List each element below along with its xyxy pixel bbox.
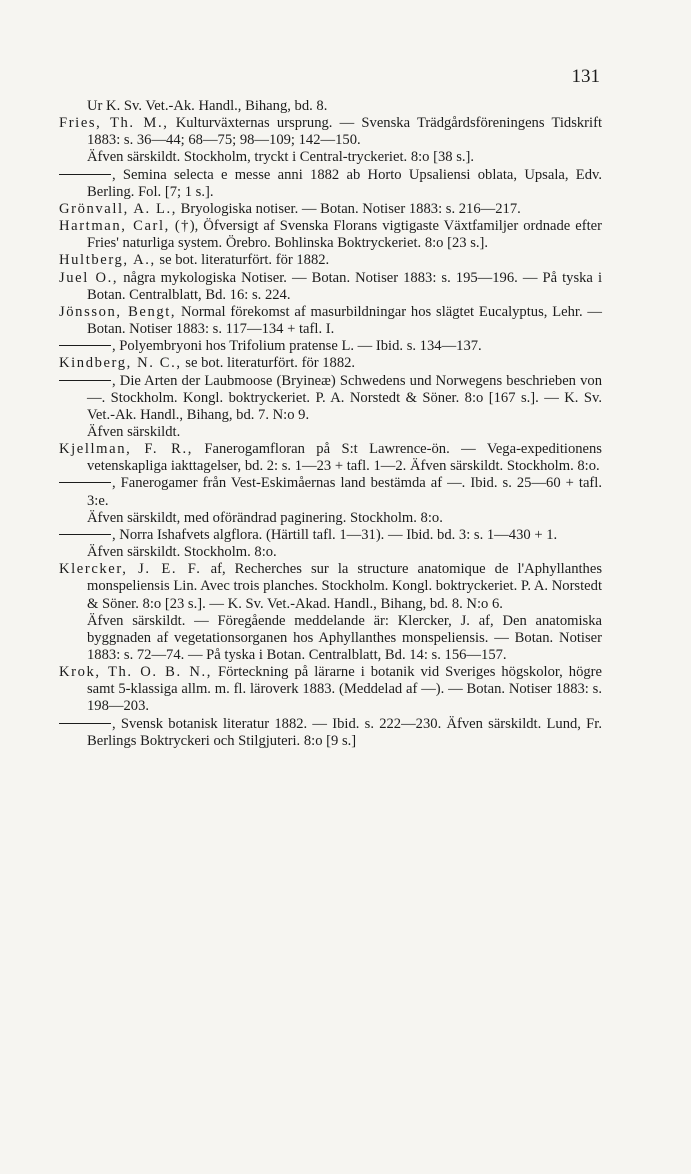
bibliography-entry xyxy=(59,304,602,338)
entry-text: Äfven särskildt. xyxy=(87,423,181,440)
bibliography-entry xyxy=(59,544,602,561)
bibliography-entry xyxy=(59,373,602,424)
entry-text: , Fanerogamer från Vest-Eskimåernas land bestämda af —. Ibid. s. 25—60 + tafl. 3:e. xyxy=(87,475,602,509)
ditto-dash xyxy=(59,174,111,175)
bibliography-entry xyxy=(59,716,602,750)
bibliography-entry xyxy=(59,355,602,372)
entry-text: Äfven särskildt. Stockholm. 8:o. xyxy=(87,544,277,561)
entry-text: Äfven särskildt. Stockholm, tryckt i Central-tryckeriet. 8:o [38 s.]. xyxy=(87,149,475,166)
bibliography-entry xyxy=(59,338,602,355)
entry-text: Äfven särskildt, med oförändrad paginering. Stockholm. 8:o. xyxy=(87,509,443,526)
author-name: Jönsson, Bengt, xyxy=(59,303,177,320)
entry-text: Bryologiska notiser. — Botan. Notiser 1883: s. 216—217. xyxy=(177,200,521,217)
ditto-dash xyxy=(59,380,111,381)
bibliography-entry xyxy=(59,664,602,715)
author-name: Kindberg, N. C., xyxy=(59,355,182,372)
bibliography-entry xyxy=(59,252,602,269)
page-number: 131 xyxy=(571,66,600,87)
ditto-dash xyxy=(59,482,111,483)
author-name: Klercker, J. E. F. xyxy=(59,561,202,578)
bibliography-entry xyxy=(59,527,602,544)
entry-text: , Polyembryoni hos Trifolium pratense L. — Ibid. s. 134—137. xyxy=(112,338,482,355)
author-name: Juel O., xyxy=(59,269,119,286)
bibliography-entry xyxy=(59,270,602,304)
entry-text: , Semina selecta e messe anni 1882 ab Horto Upsaliensi oblata, Upsala, Edv. Berling. Fol. [7; 1 s.]. xyxy=(87,166,602,200)
ditto-dash xyxy=(59,534,111,535)
entry-text: (†), Öfversigt af Svenska Florans vigtigaste Växtfamiljer ordnade efter Fries' naturliga system. Örebro. Bohlinska Boktryckeriet. 8:o [23 s.]. xyxy=(87,218,602,252)
entry-text: , Die Arten der Laubmoose (Bryineæ) Schwedens und Norwegens beschrieben von —. Stockholm. Kongl. boktryckeriet. P. A. Norstedt & Söner. 8:o [167 s.]. — K. Sv. Vet.-Ak. Handl., Bihang, bd. 7. N:o 9. xyxy=(87,372,602,423)
entry-text: se bot. literaturfört. för 1882. xyxy=(181,355,356,372)
entry-text: några mykologiska Notiser. — Botan. Notiser 1883: s. 195—196. — På tyska i Botan. Centralblatt, Bd. 16: s. 224. xyxy=(87,269,602,303)
entry-text: Förteckning på lärarne i botanik vid Sveriges högskolor, högre samt 5-klassiga allm. m. fl. läroverk 1883. (Meddelad af —). — Botan. Notiser 1883: s. 198—203. xyxy=(87,664,602,715)
bibliography-text xyxy=(59,98,602,750)
entry-text: Normal förekomst af masurbildningar hos slägtet Eucalyptus, Lehr. — Botan. Notiser 1883: s. 117—134 + tafl. I. xyxy=(87,303,602,338)
bibliography-entry xyxy=(59,424,602,441)
bibliography-entry xyxy=(59,201,602,218)
ditto-dash xyxy=(59,345,111,346)
entry-text: se bot. literaturfört. för 1882. xyxy=(155,252,330,269)
entry-text: Fanerogamfloran på S:t Lawrence-ön. — Vega-expeditionens vetenskapliga iakttagelser, bd. 2: s. 1—23 + tafl. 1—2. Äfven särskildt. Stockholm. 8:o. xyxy=(87,441,602,475)
bibliography-entry xyxy=(59,613,602,664)
bibliography-entry xyxy=(59,441,602,475)
author-name: Hultberg, A., xyxy=(59,252,156,269)
ditto-dash xyxy=(59,723,111,724)
entry-text: Ur K. Sv. Vet.-Ak. Handl., Bihang, bd. 8. xyxy=(87,98,328,114)
author-name: Hartman, Carl, xyxy=(59,218,170,235)
author-name: Fries, Th. M., xyxy=(59,115,169,132)
author-name: Krok, Th. O. B. N., xyxy=(59,664,212,681)
bibliography-entry xyxy=(59,115,602,149)
entry-text: , Svensk botanisk literatur 1882. — Ibid. s. 222—230. Äfven särskildt. Lund, Fr. Berlings Boktryckeri och Stilgjuteri. 8:o [9 s.] xyxy=(87,715,602,749)
entry-text: Äfven särskildt. — Föregående meddelande är: Klercker, J. af, Den anatomiska byggnaden af vegetationsorganen hos Aphyllanthes monspeliensis. — Botan. Notiser 1883: s. 72—74. — På tyska i Botan. Centralblatt, Bd. 14: s. 156—157. xyxy=(87,612,602,663)
bibliography-entry xyxy=(59,475,602,509)
bibliography-entry xyxy=(59,98,602,115)
bibliography-entry xyxy=(59,510,602,527)
author-name: Grönvall, A. L., xyxy=(59,200,178,217)
entry-text: af, Recherches sur la structure anatomique de l'Aphyllanthes monspeliensis Lin. Avec trois planches. Stockholm. Kongl. boktryckeriet. P. A. Norstedt & Söner. 8:o [23 s.]. — K. Sv. Vet.-Akad. Handl., Bihang, bd. 8. N:o 6. xyxy=(87,561,603,612)
bibliography-entry xyxy=(59,167,602,201)
entry-text: Kulturväxternas ursprung. — Svenska Trädgårdsföreningens Tidskrift 1883: s. 36—44; 68—75; 98—109; 142—150. xyxy=(87,115,603,149)
bibliography-entry xyxy=(59,218,602,252)
bibliography-entry xyxy=(59,149,602,166)
entry-text: , Norra Ishafvets algflora. (Härtill tafl. 1—31). — Ibid. bd. 3: s. 1—430 + 1. xyxy=(112,526,558,543)
author-name: Kjellman, F. R., xyxy=(59,441,193,458)
bibliography-entry xyxy=(59,561,602,612)
